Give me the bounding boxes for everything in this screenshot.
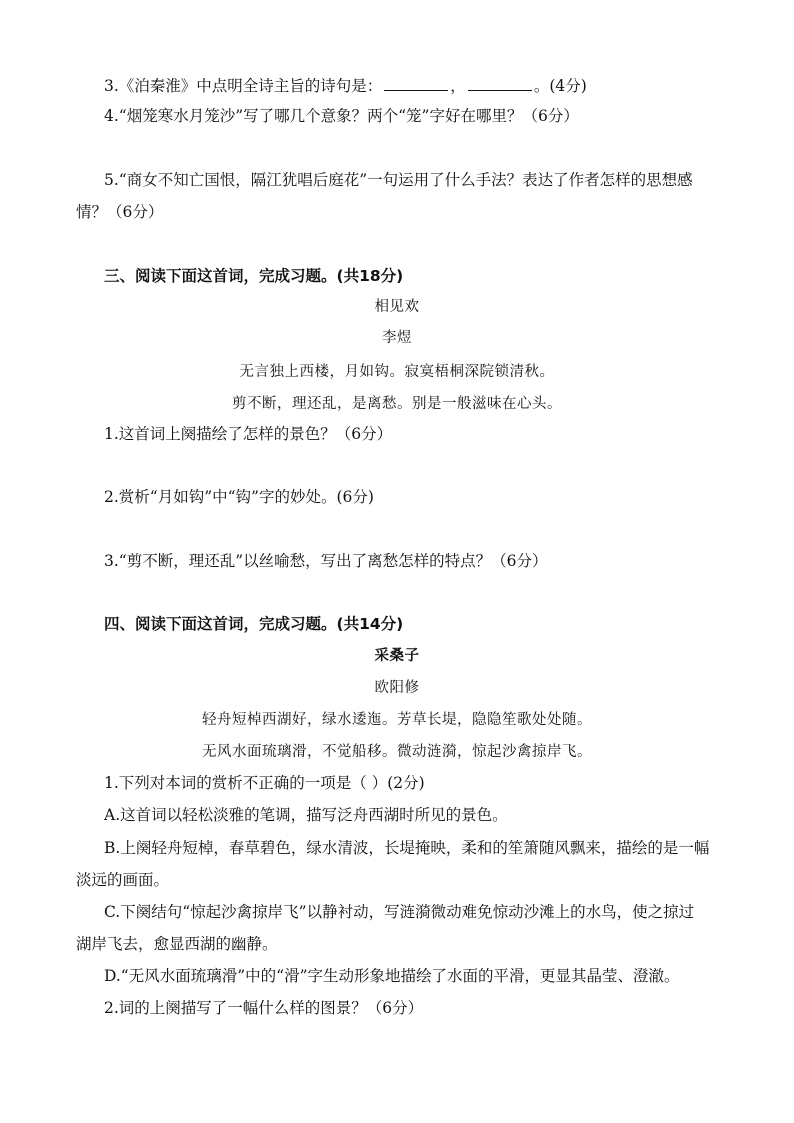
question-2-4: 4.“烟笼寒水月笼沙”写了哪几个意象？两个“笼”字好在哪里？（6分） xyxy=(104,107,579,125)
poem-3-line2: 剪不断，理还乱，是离愁。别是一般滋味在心头。 xyxy=(232,396,562,412)
question-2-3-text: 3.《泊秦淮》中点明全诗主旨的诗句是： xyxy=(104,77,383,95)
poem-3-title: 相见欢 xyxy=(374,299,420,315)
question-2-3-comma: ， xyxy=(450,77,466,95)
answer-blank-1[interactable] xyxy=(384,76,448,91)
question-4-1: 1.下列对本词的赏析不正确的一项是（ ）(2分) xyxy=(104,774,425,792)
poem-3-author: 李煜 xyxy=(382,330,412,346)
question-3-3: 3.“剪不断，理还乱”以丝喻愁，写出了离愁怎样的特点？（6分） xyxy=(104,552,548,570)
option-b-line2: 淡远的画面。 xyxy=(76,871,170,889)
question-3-1: 1.这首词上阕描绘了怎样的景色？（6分） xyxy=(104,425,393,443)
question-2-3 xyxy=(104,76,587,96)
poem-4-title: 采桑子 xyxy=(374,647,420,664)
poem-4-line1: 轻舟短棹西湖好，绿水逶迤。芳草长堤，隐隐笙歌处处随。 xyxy=(202,712,592,728)
option-c-line2: 湖岸飞去，愈显西湖的幽静。 xyxy=(76,935,278,953)
question-4-2: 2.词的上阕描写了一幅什么样的图景？（6分） xyxy=(104,999,424,1017)
question-2-5-line2: 情？（6分） xyxy=(76,203,164,221)
option-a: A.这首词以轻松淡雅的笔调，描写泛舟西湖时所见的景色。 xyxy=(104,806,508,824)
poem-3-line1: 无言独上西楼，月如钩。寂寞梧桐深院锁清秋。 xyxy=(239,364,555,380)
question-3-2: 2.赏析“月如钩”中“钩”字的妙处。(6分) xyxy=(104,488,374,506)
answer-blank-2[interactable] xyxy=(468,76,532,91)
section-4-heading: 四、阅读下面这首词，完成习题。(共14分) xyxy=(104,615,404,633)
poem-4-line2: 无风水面琉璃滑，不觉船移。微动涟漪，惊起沙禽掠岸飞。 xyxy=(202,744,592,760)
option-b-line1: B.上阕轻舟短棹，春草碧色，绿水清波，长堤掩映，柔和的笙箫随风飘来，描绘的是一幅 xyxy=(104,839,710,857)
question-2-3-score: 。(4分) xyxy=(533,77,587,95)
poem-4-author: 欧阳修 xyxy=(374,680,420,696)
option-c-line1: C.下阕结句“惊起沙禽掠岸飞”以静衬动，写涟漪微动难免惊动沙滩上的水鸟，使之掠过 xyxy=(104,903,695,921)
question-2-5-line1: 5.“商女不知亡国恨，隔江犹唱后庭花”一句运用了什么手法？表达了作者怎样的思想感 xyxy=(104,171,693,189)
section-3-heading: 三、阅读下面这首词，完成习题。(共18分) xyxy=(104,267,404,285)
option-d: D.“无风水面琉璃滑”中的“滑”字生动形象地描绘了水面的平滑，更显其晶莹、澄澈。 xyxy=(104,967,680,985)
